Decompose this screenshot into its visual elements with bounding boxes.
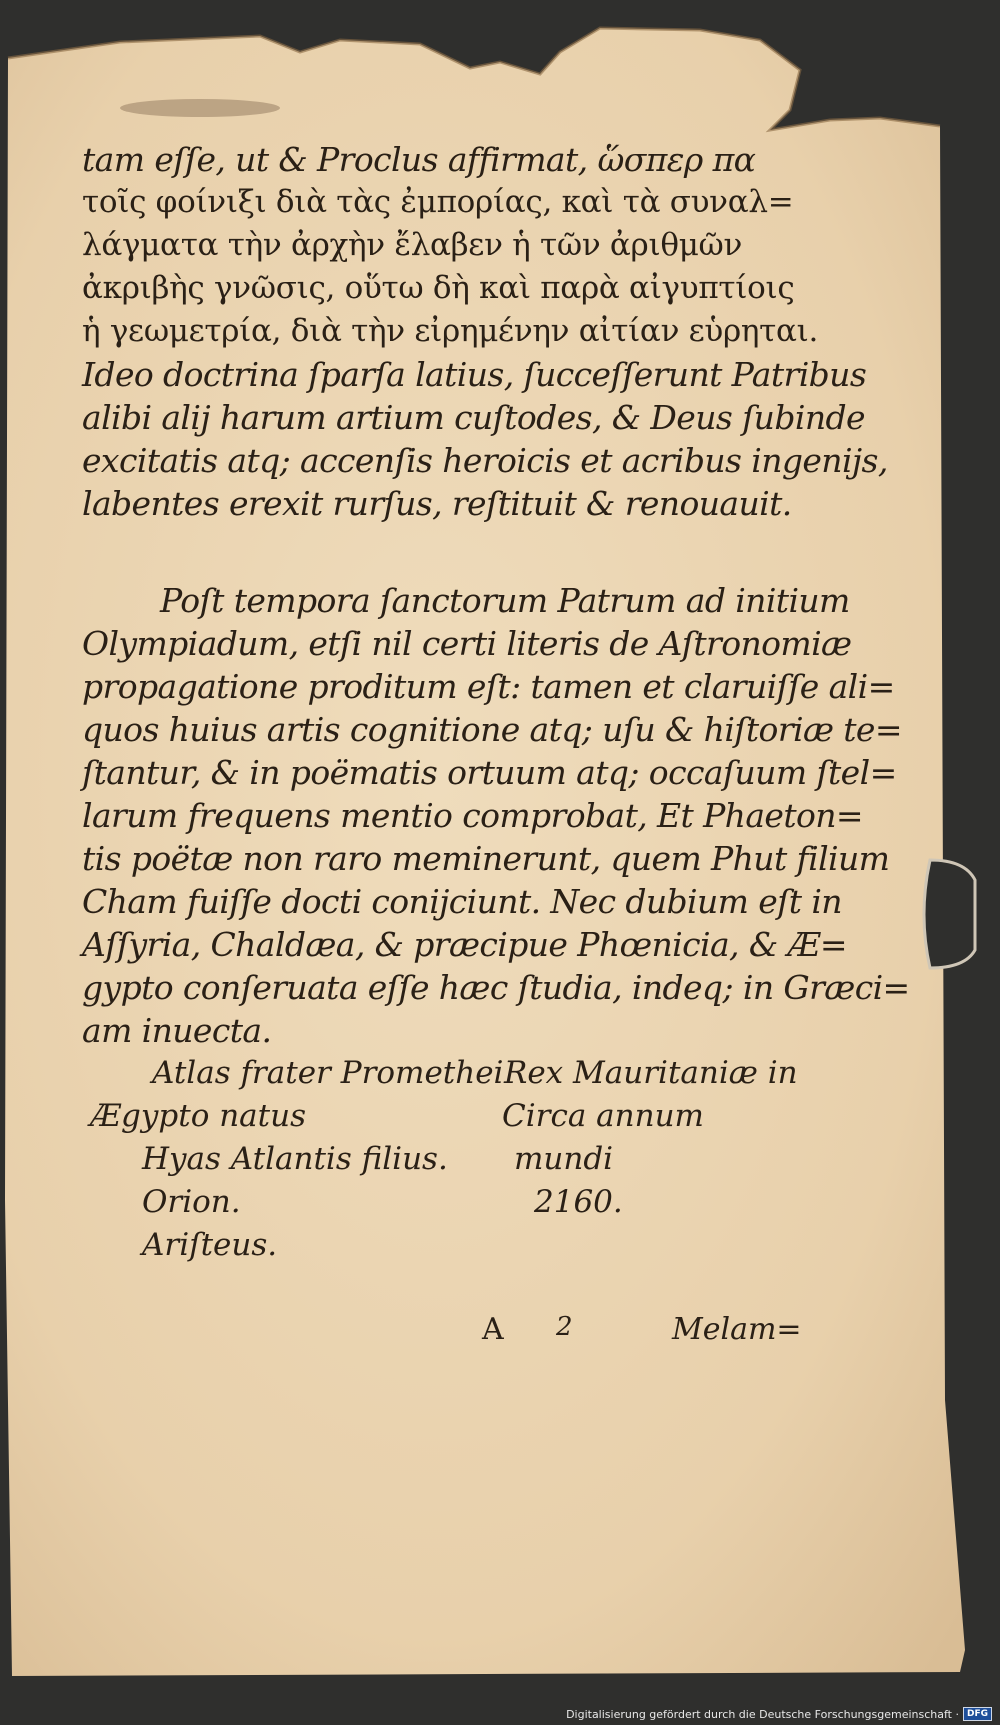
list-item-right: mundi xyxy=(514,1141,614,1177)
text-line: excitatis atq; accenſis heroicis et acribus ingenijs, xyxy=(82,441,888,480)
list-item-left: Ariſteus. xyxy=(142,1227,278,1263)
text-line: tis poëtæ non raro meminerunt, quem Phut filium xyxy=(82,839,890,878)
credit-text: Digitalisierung gefördert durch die Deutsche Forschungsgemeinschaft · xyxy=(566,1707,959,1721)
page-text xyxy=(82,138,910,1267)
list-item-left: Hyas Atlantis filius. xyxy=(142,1141,448,1177)
list-item-left: Ægypto natus xyxy=(90,1098,306,1134)
text-line: tam eſſe, ut & Proclus affirmat, ὥσπερ πα xyxy=(82,140,756,179)
text-line: alibi alij harum artium cuſtodes, & Deus ſubinde xyxy=(82,398,865,437)
text-line: am inuecta. xyxy=(82,1011,272,1050)
list-item-right: 2160. xyxy=(534,1184,623,1220)
text-line: τοῖς φοίνιξι διὰ τὰς ἐμπορίας, καὶ τὰ συναλ= xyxy=(82,184,794,220)
list-row xyxy=(82,1052,798,1095)
page-footer xyxy=(0,1312,1000,1352)
text-line: gypto conſeruata eſſe hæc ſtudia, indeq; in Græci= xyxy=(82,968,910,1007)
signature-number: 2 xyxy=(556,1312,573,1342)
text-line: λάγματα τὴν ἀρχὴν ἔλαβεν ἡ τῶν ἀριθμῶν xyxy=(82,227,743,263)
paragraph-gap xyxy=(82,525,782,579)
text-line: Olympiadum, etſi nil certi literis de Aſtronomiæ xyxy=(82,624,852,663)
list-row xyxy=(82,1181,782,1224)
list-block xyxy=(82,1052,798,1267)
text-line: quos huius artis cognitione atq; uſu & hiſtoriæ te= xyxy=(82,710,902,749)
list-row xyxy=(82,1095,782,1138)
catchword: Melam= xyxy=(672,1312,802,1347)
text-line: Ideo doctrina ſparſa latius, ſucceſſerunt Patribus xyxy=(82,355,867,394)
list-item-left: Orion. xyxy=(142,1184,241,1220)
text-line: ἀκριβὴς γνῶσις, οὕτω δὴ καὶ παρὰ αἰγυπτίοις xyxy=(82,270,795,306)
paragraph-1 xyxy=(82,138,888,525)
text-line: Poſt tempora ſanctorum Patrum ad initium xyxy=(160,581,850,620)
text-line: labentes erexit rurſus, reſtituit & renouauit. xyxy=(82,484,792,523)
dfg-logo-icon: DFG xyxy=(963,1707,992,1721)
list-item-right: Circa annum xyxy=(502,1098,704,1134)
signature-letter: A xyxy=(482,1312,504,1347)
list-item-left: Atlas frater Promethei xyxy=(152,1055,504,1091)
text-line: Cham fuiſſe docti conijciunt. Nec dubium eſt in xyxy=(82,882,842,921)
list-row xyxy=(82,1138,782,1181)
text-line: ſtantur, & in poëmatis ortuum atq; occaſuum ſtel= xyxy=(82,753,897,792)
list-item-right: Rex Mauritaniæ in xyxy=(504,1055,798,1091)
text-line: propagatione proditum eſt: tamen et claruiſſe ali= xyxy=(82,667,895,706)
digitization-credit xyxy=(566,1705,992,1723)
text-line: larum frequens mentio comprobat, Et Phaeton= xyxy=(82,796,863,835)
text-line: Aſſyria, Chaldæa, & præcipue Phœnicia, & Æ= xyxy=(82,925,847,964)
text-line: ἡ γεωμετρία, διὰ τὴν εἰρημένην αἰτίαν εὑρηται. xyxy=(82,313,819,349)
list-row xyxy=(82,1224,782,1267)
paragraph-2 xyxy=(82,579,910,1052)
